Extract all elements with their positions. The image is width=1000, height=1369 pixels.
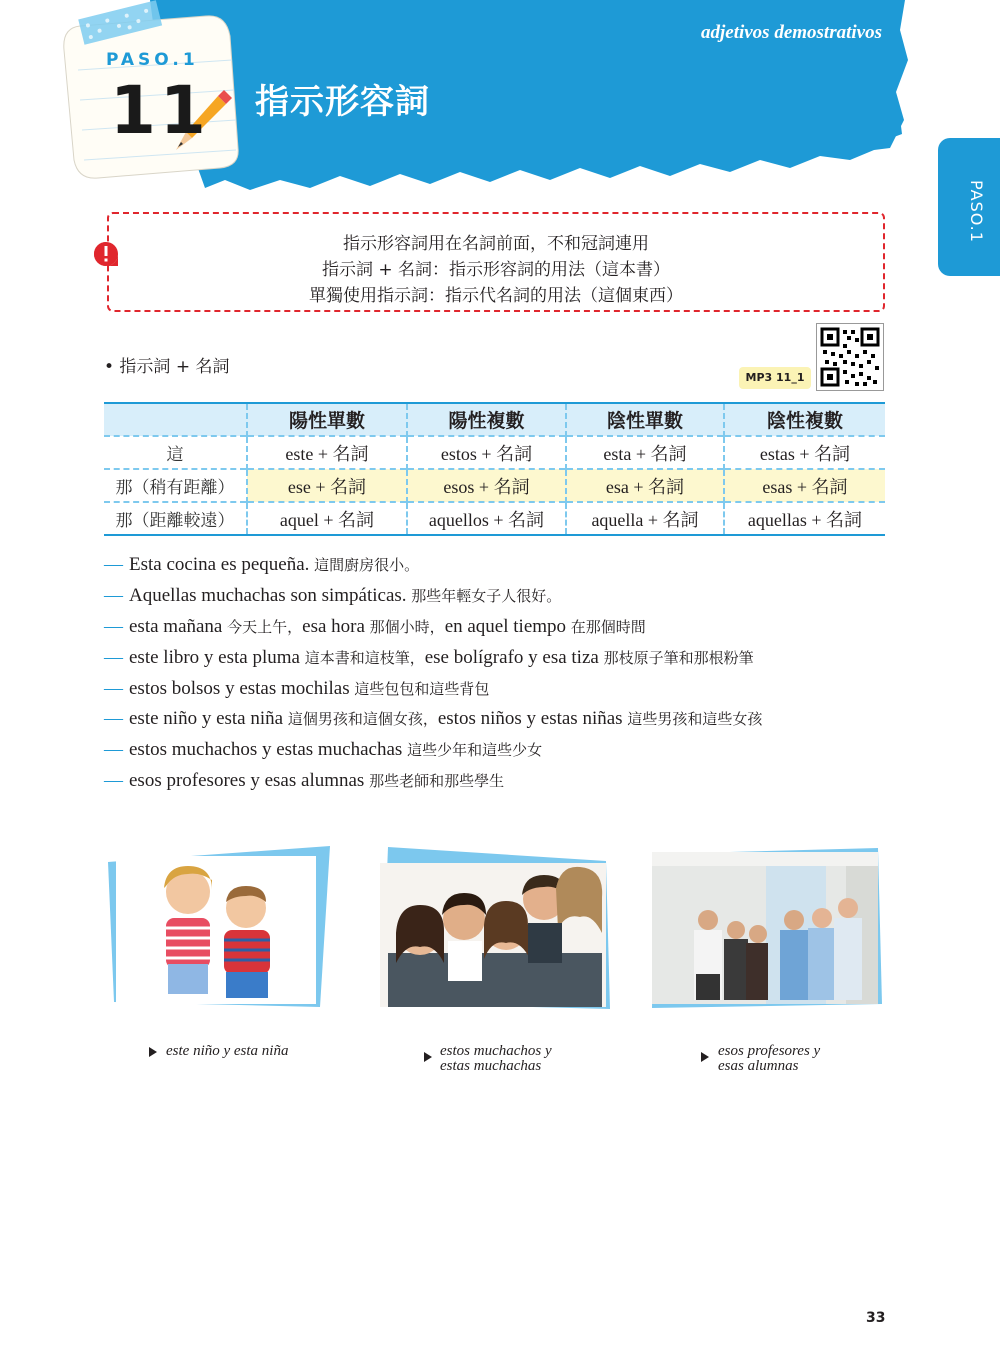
example-es: estos niños y estas niñas	[437, 708, 623, 729]
table-cell: esa + 名詞	[566, 469, 724, 502]
table-row-label: 那（距離較遠）	[104, 502, 247, 535]
table-row	[104, 436, 885, 469]
example-zh: 這個男孩和這個女孩，	[287, 710, 438, 728]
table-cell: esta + 名詞	[566, 436, 724, 469]
caption-arrow-icon	[424, 1052, 432, 1062]
dash-bullet: —	[104, 647, 123, 668]
dash-bullet: —	[104, 739, 123, 760]
caption-arrow-icon	[149, 1047, 157, 1057]
lesson-title: 指示形容詞	[255, 82, 430, 122]
dash-bullet: —	[104, 708, 123, 729]
example-es: estos bolsos y estas mochilas	[129, 678, 350, 699]
example-es: estos muchachos y estas muchachas	[129, 739, 403, 760]
example-line	[104, 615, 646, 639]
example-zh: 那枝原子筆和那根粉筆	[603, 649, 754, 667]
example-zh: 這些包包和這些背包	[354, 680, 490, 698]
example-line	[104, 677, 489, 701]
photo-caption	[440, 1044, 552, 1074]
table-cell: esos + 名詞	[407, 469, 566, 502]
example-es: Aquellas muchachas son simpáticas.	[129, 585, 407, 606]
table-cell: estos + 名詞	[407, 436, 566, 469]
demonstratives-table	[104, 402, 885, 536]
example-es: esta mañana	[129, 616, 223, 637]
example-zh: 這些少年和這些少女	[407, 741, 543, 759]
caption-arrow-icon	[701, 1052, 709, 1062]
photo-caption	[718, 1044, 820, 1074]
note-line-1: 指示形容詞用在名詞前面，不和冠詞連用	[343, 234, 649, 254]
table-row-label: 那（稍有距離）	[104, 469, 247, 502]
table-header-cell: 陰性單數	[566, 403, 724, 436]
table-cell: este + 名詞	[247, 436, 407, 469]
example-zh: 那些年輕女子人很好。	[411, 587, 562, 605]
example-line	[104, 646, 754, 670]
note-line-2: 指示詞 + 名詞：指示形容詞的用法（這本書）	[321, 260, 671, 280]
example-zh: 今天上午，	[227, 618, 303, 636]
note-line-3: 單獨使用指示詞：指示代名詞的用法（這個東西）	[309, 286, 683, 306]
table-cell: aquella + 名詞	[566, 502, 724, 535]
example-line	[104, 769, 504, 793]
table-cell: estas + 名詞	[724, 436, 885, 469]
mp3-track-badge[interactable]: MP3 11_1	[739, 367, 811, 389]
example-zh: 這些男孩和這些女孩	[627, 710, 763, 728]
caption-line: esos profesores y	[718, 1043, 821, 1059]
example-zh: 那些老師和那些學生	[369, 772, 505, 790]
example-line	[104, 584, 561, 608]
caption-line: este niño y esta niña	[166, 1043, 289, 1059]
example-zh: 那個小時，	[369, 618, 445, 636]
dash-bullet: —	[104, 770, 123, 791]
example-es: ese bolígrafo y esa tiza	[424, 647, 599, 668]
dash-bullet: —	[104, 678, 123, 699]
photo-caption	[166, 1044, 288, 1059]
example-line	[104, 707, 762, 731]
table-header-cell	[104, 403, 247, 436]
table-cell: esas + 名詞	[724, 469, 885, 502]
qr-code-icon[interactable]	[816, 323, 884, 391]
example-es: este niño y esta niña	[129, 708, 284, 729]
table-row	[104, 469, 885, 502]
example-zh: 這間廚房很小。	[314, 556, 420, 574]
photo-young-people	[378, 843, 616, 1013]
example-es: este libro y esta pluma	[129, 647, 300, 668]
section-heading: • 指示詞 + 名詞	[104, 357, 230, 377]
caption-line: estos muchachos y	[440, 1043, 552, 1059]
lesson-subtitle: adjetivos demostrativos	[700, 22, 882, 43]
example-line	[104, 738, 542, 762]
table-cell: aquel + 名詞	[247, 502, 407, 535]
table-cell: aquellos + 名詞	[407, 502, 566, 535]
table-header-cell: 陽性複數	[407, 403, 566, 436]
example-es: esa hora	[302, 616, 365, 637]
example-zh: 在那個時間	[570, 618, 646, 636]
lesson-number: 11	[110, 72, 210, 149]
table-row	[104, 502, 885, 535]
caption-line: estas muchachas	[440, 1058, 542, 1074]
example-es: Esta cocina es pequeña.	[129, 554, 310, 575]
photo-children	[100, 842, 336, 1012]
table-row-label: 這	[104, 436, 247, 469]
example-zh: 這本書和這枝筆，	[304, 649, 425, 667]
caption-line: esas alumnas	[718, 1058, 799, 1074]
table-header-cell: 陽性單數	[247, 403, 407, 436]
table-cell: ese + 名詞	[247, 469, 407, 502]
example-es: en aquel tiempo	[444, 616, 567, 637]
table-header-row	[104, 403, 885, 436]
table-header-cell: 陰性複數	[724, 403, 885, 436]
example-line	[104, 553, 419, 577]
side-tab-label: PASO.1	[967, 180, 986, 243]
dash-bullet: —	[104, 554, 123, 575]
photo-teachers-students	[646, 844, 886, 1010]
example-es: esos profesores y esas alumnas	[129, 770, 365, 791]
dash-bullet: —	[104, 616, 123, 637]
dash-bullet: —	[104, 585, 123, 606]
paso-label: PASO.1	[106, 50, 199, 70]
page-number: 33	[866, 1310, 886, 1326]
table-cell: aquellas + 名詞	[724, 502, 885, 535]
